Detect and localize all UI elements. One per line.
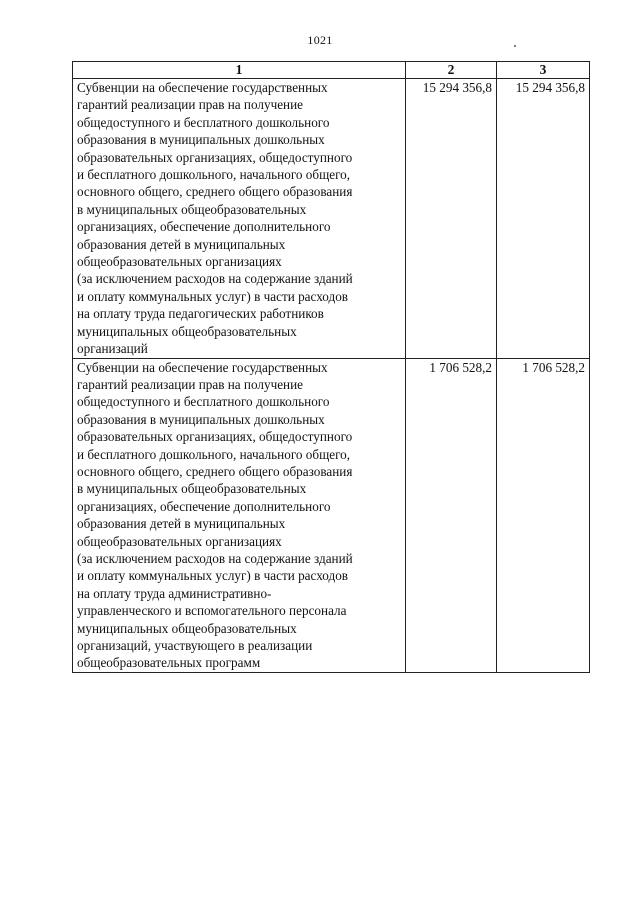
- row-description: Субвенции на обеспечение государственных гарантий реализации прав на получение общедоступного и бесплатного дошкольного образования в муниципальных дошкольных образовательных организациях, общедоступного и бесплатного дошкольного, начального общего, основного общего, среднего общего образования в муниципальных общеобразовательных организациях, обеспечение дополнительного образования детей в муниципальных общеобразовательных организациях (за исключением расходов на содержание зданий и оплату коммунальных услуг) в части расходов на оплату труда административно- управленческого и вспомогательного персонала муниципальных общеобразовательных организаций, участвующего в реализации общеобразовательных программ: [73, 358, 406, 672]
- row-value-column-2: 1 706 528,2: [406, 358, 497, 672]
- column-header-2: 2: [406, 62, 497, 79]
- page-number: 1021: [307, 33, 333, 47]
- row-value-column-3: 1 706 528,2: [497, 358, 590, 672]
- table-row: [73, 79, 590, 359]
- table-row: [73, 358, 590, 672]
- column-header-1: 1: [73, 62, 406, 79]
- row-value-column-2: 15 294 356,8: [406, 79, 497, 359]
- budget-table: [72, 61, 590, 673]
- column-header-3: 3: [497, 62, 590, 79]
- table-header-row: [73, 62, 590, 79]
- scan-speck: [514, 45, 516, 47]
- row-value-column-3: 15 294 356,8: [497, 79, 590, 359]
- row-description: Субвенции на обеспечение государственных гарантий реализации прав на получение общедоступного и бесплатного дошкольного образования в муниципальных дошкольных образовательных организациях, общедоступного и бесплатного дошкольного, начального общего, основного общего, среднего общего образования в муниципальных общеобразовательных организациях, обеспечение дополнительного образования детей в муниципальных общеобразовательных организациях (за исключением расходов на содержание зданий и оплату коммунальных услуг) в части расходов на оплату труда педагогических работников муниципальных общеобразовательных организаций: [73, 79, 406, 359]
